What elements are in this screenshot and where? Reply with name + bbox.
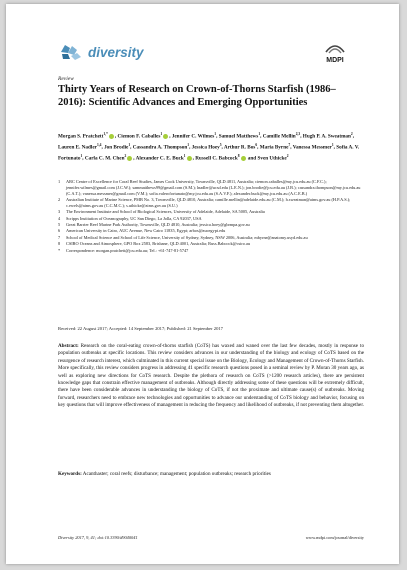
orcid-icon[interactable] [163, 134, 168, 139]
author-name: Cassandra A. Thompson [132, 144, 188, 151]
affiliation-text: CSIRO Oceans and Atmosphere, GPO Box 2583, Brisbane, QLD 4001, Australia; Russ.Babcock@csiro.au [66, 241, 251, 247]
author-name: Sofia A. V. Fortunato [58, 144, 360, 162]
author-affiliation-marker: 2 [286, 154, 289, 159]
affiliation-text: The Environment Institute and School of Biological Sciences, University of Adelaide, Adelaide, SA 5005, Australia [66, 209, 265, 215]
footer-citation: Diversity 2017, 9, 41; doi:10.3390/d9040041 [58, 535, 138, 540]
author-affiliation-marker: 2 [350, 132, 353, 136]
publication-dates: Received: 22 August 2017; Accepted: 14 September 2017; Published: 21 September 2017 [58, 326, 223, 331]
article-type: Review [58, 76, 74, 82]
author-name: Russell C. Babcock [195, 155, 238, 162]
author-name: Carla C. M. Chen [84, 155, 125, 162]
author-name: Hugh P. A. Sweatman [302, 133, 351, 140]
mdpi-logo-icon [324, 42, 346, 56]
author-list: Morgan S. Pratchett$^{1,*}$ , Ciemon F. Caballes$^1$ , Jennifer C. Wilmes$^1$, Samuel Matthews$^1$, Camille Mellin$^{2,3}$, Hugh P. A. Sweatman$^2$, Lauren E. Nadler$^{1,4}$, Jon Brodie$^1$, Cassandra A. Thompson$^1$, Jessica Hoey$^5$, Arthur R. Bos$^6$, Maria Byrne$^7$, Vanessa Messmer$^1$, Sofia A. V. Fortunato$^1$, Carla C. M. Chen$^2$ , Alexander C. E. Buck$^1$ , Russell C. Babcock$^8$ and Sven Uthicke$^2$ [58, 132, 360, 162]
author-affiliation-marker: 2 [124, 154, 127, 159]
orcid-icon[interactable] [187, 156, 192, 161]
affiliation-item [58, 248, 364, 254]
affiliation-number: * [58, 247, 61, 253]
author-name: Lauren E. Nadler [58, 144, 97, 151]
author-name: Vanessa Messmer [292, 144, 332, 151]
author-affiliation-marker: 1,* [103, 132, 108, 136]
keywords-text: Acanthaster; coral reefs; disturbance; management; population outbreaks; research priorities [82, 471, 271, 477]
abstract-label: Abstract: [58, 343, 79, 349]
affiliation-number: 3 [58, 209, 61, 215]
author-name: Jon Brodie [104, 144, 129, 151]
author-affiliation-marker: 5 [219, 143, 222, 148]
keywords [58, 471, 364, 478]
author-name: Morgan S. Pratchett [58, 133, 104, 140]
paper-title: Thirty Years of Research on Crown-of-Thorns Starfish (1986–2016): Scientific Advances and Emerging Opportunities [58, 84, 336, 108]
author-affiliation-marker: 7 [288, 143, 291, 148]
author-affiliation-marker: 1 [80, 154, 83, 159]
journal-logo [58, 42, 144, 62]
footer-url[interactable]: www.mdpi.com/journal/diversity [305, 535, 364, 540]
author-name: Jessica Hoey [191, 144, 220, 151]
orcid-icon[interactable] [109, 134, 114, 139]
affiliation-text: Australian Institute of Marine Science, PMB No. 3, Townsville, QLD 4810, Australia; camille.mellin@adelaide.edu.au (C.M.); h.sweatman@aims.gov.au (H.P.A.S.); c.ewels@aims.gov.au (C.C.M.C.); s.uthicke@aims.gov.au (S.U.) [66, 196, 351, 208]
author-affiliation-marker: 1 [331, 143, 334, 148]
author-name: Ciemon F. Caballes [117, 133, 161, 140]
affiliation-text: ARC Centre of Excellence for Coral Reef Studies, James Cook University, Townsville, QLD 4811, Australia; ciemon.caballes@my.jcu.edu.au (C.F.C.); jennifer.wilmes@gmail.com (J.C.W.); sammatthews99@gmail.com (S.M.); lnadler@ucsd.edu (L.E.N.); jon.brodie@jcu.edu.au (J.B.); cassandra.thompson@my.jcu.edu.au (C.A.T.); vanessa.messmer@gmail.com (V.M.); sofia.valerofortunato@my.jcu.edu.au (S.A.V.F.); alexander.buck@my.jcu.edu.au (A.C.E.B.) [66, 179, 361, 196]
orcid-icon[interactable] [241, 156, 246, 161]
affiliation-item [58, 241, 364, 247]
orcid-icon[interactable] [124, 154, 132, 161]
author-affiliation-marker: 6 [255, 143, 258, 148]
author-name: Camille Mellin [262, 133, 296, 140]
author-affiliation-marker: 1 [128, 143, 131, 148]
journal-name: diversity [88, 44, 144, 60]
affiliation-item [58, 235, 364, 241]
author-name: Sven Uthicke [257, 155, 287, 162]
author-affiliation-marker: 1 [187, 143, 190, 148]
abstract-text: Research on the coral-eating crown-of-thorns starfish (CoTS) has waxed and waned over the last few decades, mostly in response to population outbreaks at specific locations. This review considers advances in our understanding of the biology and ecology of CoTS based on the resurgence of research interest, which culminated in this current special issue on the Biology, Ecology and Management of Crown-of-Thorns Starfish. More specifically, this review considers progress in addressing 41 specific research questions posed in a seminal review by P. Moran 30 years ago, as well as exploring new directions for CoTS research. Despite the plethora of research on CoTS (>1200 research articles), there are persistent knowledge gaps that constrain effective management of outbreaks. Although directly addressing some of these questions will be extremely difficult, there have been considerable advances in understanding the biology of CoTS, if not the proximate and ultimate cause(s) of outbreaks. Moving forward, researchers need to embrace new technologies and opportunities to advance our understanding of CoTS biology and behavior, focusing on key questions that will improve effectiveness of management in reducing the frequency and likelihood of outbreaks, if not preventing them altogether. [58, 343, 365, 409]
keywords-label: Keywords: [58, 471, 82, 477]
author-affiliation-marker: 1 [160, 132, 163, 136]
author-affiliation-marker: 8 [237, 154, 240, 159]
affiliation-text: School of Medical Science and School of Life Science, University of Sydney, Sydney, NSW 2006, Australia; mbyrne@anatomy.usyd.edu.au [66, 234, 308, 240]
affiliation-item [58, 216, 364, 222]
affiliation-item [58, 209, 364, 215]
author-affiliation-marker: 2,3 [295, 132, 301, 136]
affiliation-item [58, 197, 364, 209]
diversity-journal-icon [58, 42, 84, 62]
affiliation-number: 2 [58, 196, 61, 202]
affiliation-number: 8 [58, 241, 61, 247]
affiliation-number: 7 [58, 234, 61, 240]
affiliation-text: Scripps Institution of Oceanography, UC San Diego, La Jolla, CA 92037, USA [66, 215, 202, 221]
affiliation-item [58, 228, 364, 234]
author-name: Alexander C. E. Buck [135, 155, 184, 162]
affiliation-item [58, 222, 364, 228]
affiliation-text: American University in Cairo, AUC Avenue, New Cairo 11835, Egypt; arbos@aucegypt.edu [66, 228, 226, 234]
affiliation-number: 6 [58, 228, 61, 234]
page-footer [58, 535, 364, 540]
author-affiliation-marker: 1 [214, 132, 217, 136]
affiliation-text: Correspondence: morgan.pratchett@jcu.edu.au; Tel.: +61-747-81-5747 [66, 247, 189, 253]
author-affiliation-marker: 1 [258, 132, 261, 136]
author-affiliation-marker: 1 [183, 154, 186, 159]
affiliation-text: Great Barrier Reef Marine Park Authority, Townsville, QLD 4810, Australia; jessica.hoey@gbrmpa.gov.au [66, 221, 250, 227]
publisher-name: MDPI [326, 57, 344, 64]
paper-page [6, 4, 399, 564]
abstract [58, 343, 364, 410]
affiliation-list [58, 179, 364, 254]
affiliation-number: 4 [58, 215, 61, 221]
author-name: Samuel Matthews [218, 133, 259, 140]
affiliation-number: 1 [58, 179, 61, 184]
author-name: Arthur R. Bos [223, 144, 256, 151]
author-name: Maria Byrne [259, 144, 289, 151]
affiliation-item [58, 179, 364, 196]
author-name: Jennifer C. Wilmes [171, 133, 215, 140]
publisher-logo [324, 42, 346, 64]
affiliation-number: 5 [58, 221, 61, 227]
author-affiliation-marker: 1,4 [96, 143, 102, 148]
